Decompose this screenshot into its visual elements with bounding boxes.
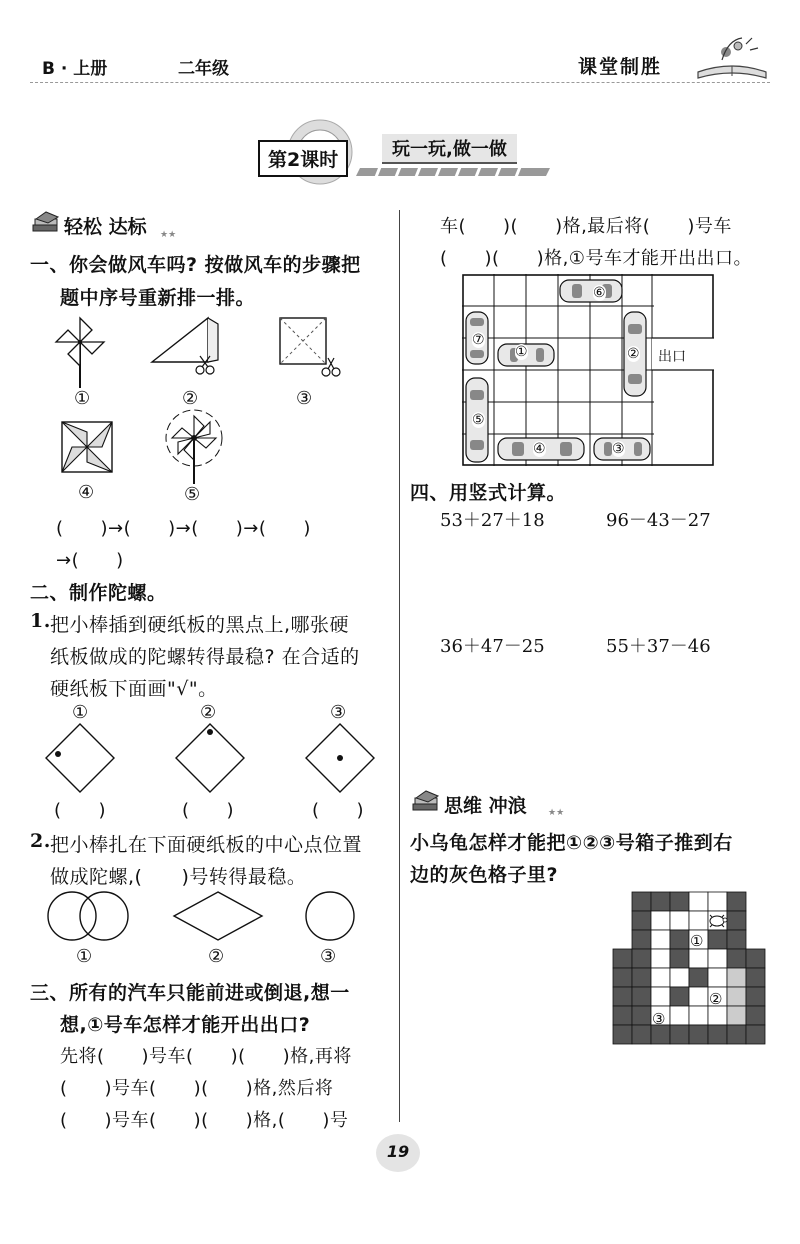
calc-item: 53＋27＋18 — [440, 510, 545, 531]
q1-label: ② — [182, 388, 199, 409]
dashed-square-figure — [276, 314, 344, 380]
cardboard-answer-blank[interactable]: ( ) — [54, 800, 107, 821]
q1-label: ③ — [296, 388, 313, 409]
box-label: ② — [709, 990, 723, 1008]
shape-label: ③ — [320, 946, 337, 967]
cardboard-label: ① — [72, 702, 89, 723]
round-pinwheel-figure — [160, 408, 228, 486]
car-label: ⑤ — [472, 412, 485, 428]
header-edition: B · 上册 — [42, 59, 108, 79]
car-label: ① — [515, 344, 528, 360]
pinwheel-figure — [52, 314, 108, 390]
folded-square-figure — [58, 418, 116, 476]
q2-part2-line2: 做成陀螺,( )号转得最稳。 — [50, 866, 307, 888]
parking-puzzle-grid — [462, 274, 714, 466]
car-label: ② — [627, 346, 640, 362]
q2-part1-number: 1. — [30, 610, 51, 632]
header-brand: 课堂制胜 — [578, 56, 663, 78]
q4-title: 四、用竖式计算。 — [410, 482, 567, 504]
box-push-puzzle — [612, 890, 770, 1052]
cardboard-label: ② — [200, 702, 217, 723]
q3-answer-line[interactable]: 车( )( )格,最后将( )号车 — [440, 216, 732, 237]
section-label-easy: 轻松 达标 — [64, 216, 147, 238]
calc-item: 96－43－27 — [606, 510, 711, 531]
shape-label: ② — [208, 946, 225, 967]
q3-answer-line[interactable]: ( )号车( )( )格,( )号 — [60, 1110, 349, 1131]
box-label: ③ — [652, 1010, 666, 1028]
q5-line1: 小乌龟怎样才能把①②③号箱子推到右 — [410, 832, 733, 854]
books-icon — [410, 790, 442, 814]
cardboard-answer-blank[interactable]: ( ) — [312, 800, 365, 821]
q2-part1-line2: 纸板做成的陀螺转得最稳? 在合适的 — [50, 646, 360, 668]
lesson-badge: 第2课时 — [258, 140, 348, 177]
book-logo-icon — [692, 30, 772, 82]
lesson-title: 玩一玩,做一做 — [382, 134, 517, 164]
q3-title-line1: 三、所有的汽车只能前进或倒退,想一 — [30, 982, 350, 1004]
column-divider — [399, 210, 400, 1122]
q2-part2-number: 2. — [30, 830, 51, 852]
header-grade: 二年级 — [178, 59, 229, 79]
q2-part1-line3: 硬纸板下面画"√"。 — [50, 678, 218, 700]
q1-label: ④ — [78, 482, 95, 503]
q1-answer-line1[interactable]: ( )→( )→( )→( ) — [56, 518, 311, 539]
q2-part1-line1: 把小棒插到硬纸板的黑点上,哪张硬 — [50, 614, 350, 636]
q1-title-line2: 题中序号重新排一排。 — [60, 287, 256, 309]
q1-label: ⑤ — [184, 484, 201, 505]
car-label: ③ — [612, 441, 625, 457]
cardboard-answer-blank[interactable]: ( ) — [182, 800, 235, 821]
cardboard-diamonds — [44, 722, 384, 794]
cardboard-label: ③ — [330, 702, 347, 723]
stars-decoration: ★★ — [548, 808, 565, 818]
page-number: 19 — [386, 1142, 410, 1161]
calc-item: 36＋47－25 — [440, 636, 545, 657]
q2-title: 二、制作陀螺。 — [30, 582, 167, 604]
books-icon — [30, 211, 62, 235]
q3-answer-line[interactable]: 先将( )号车( )( )格,再将 — [60, 1046, 352, 1067]
q2-part2-line1: 把小棒扎在下面硬纸板的中心点位置 — [50, 834, 363, 856]
shape-label: ① — [76, 946, 93, 967]
q1-answer-line2[interactable]: →( ) — [56, 550, 124, 571]
q1-title: 一、你会做风车吗? 按做风车的步骤把 — [30, 254, 361, 276]
header-divider — [30, 82, 770, 83]
car-label: ④ — [533, 441, 546, 457]
q3-answer-line[interactable]: ( )( )格,①号车才能开出出口。 — [440, 248, 752, 269]
q3-answer-line[interactable]: ( )号车( )( )格,然后将 — [60, 1078, 334, 1099]
cardboard-shapes — [46, 888, 366, 946]
q1-label: ① — [74, 388, 91, 409]
stars-decoration: ★★ — [160, 230, 177, 240]
folded-paper-figure — [148, 312, 228, 378]
box-label: ① — [690, 932, 704, 950]
q5-line2: 边的灰色格子里? — [410, 864, 559, 886]
section-label-think: 思维 冲浪 — [444, 795, 527, 817]
calc-item: 55＋37－46 — [606, 636, 711, 657]
exit-label: 出口 — [658, 349, 686, 365]
car-label: ⑦ — [472, 332, 485, 348]
car-label: ⑥ — [593, 285, 606, 301]
q3-title-line2: 想,①号车怎样才能开出出口? — [60, 1014, 311, 1036]
